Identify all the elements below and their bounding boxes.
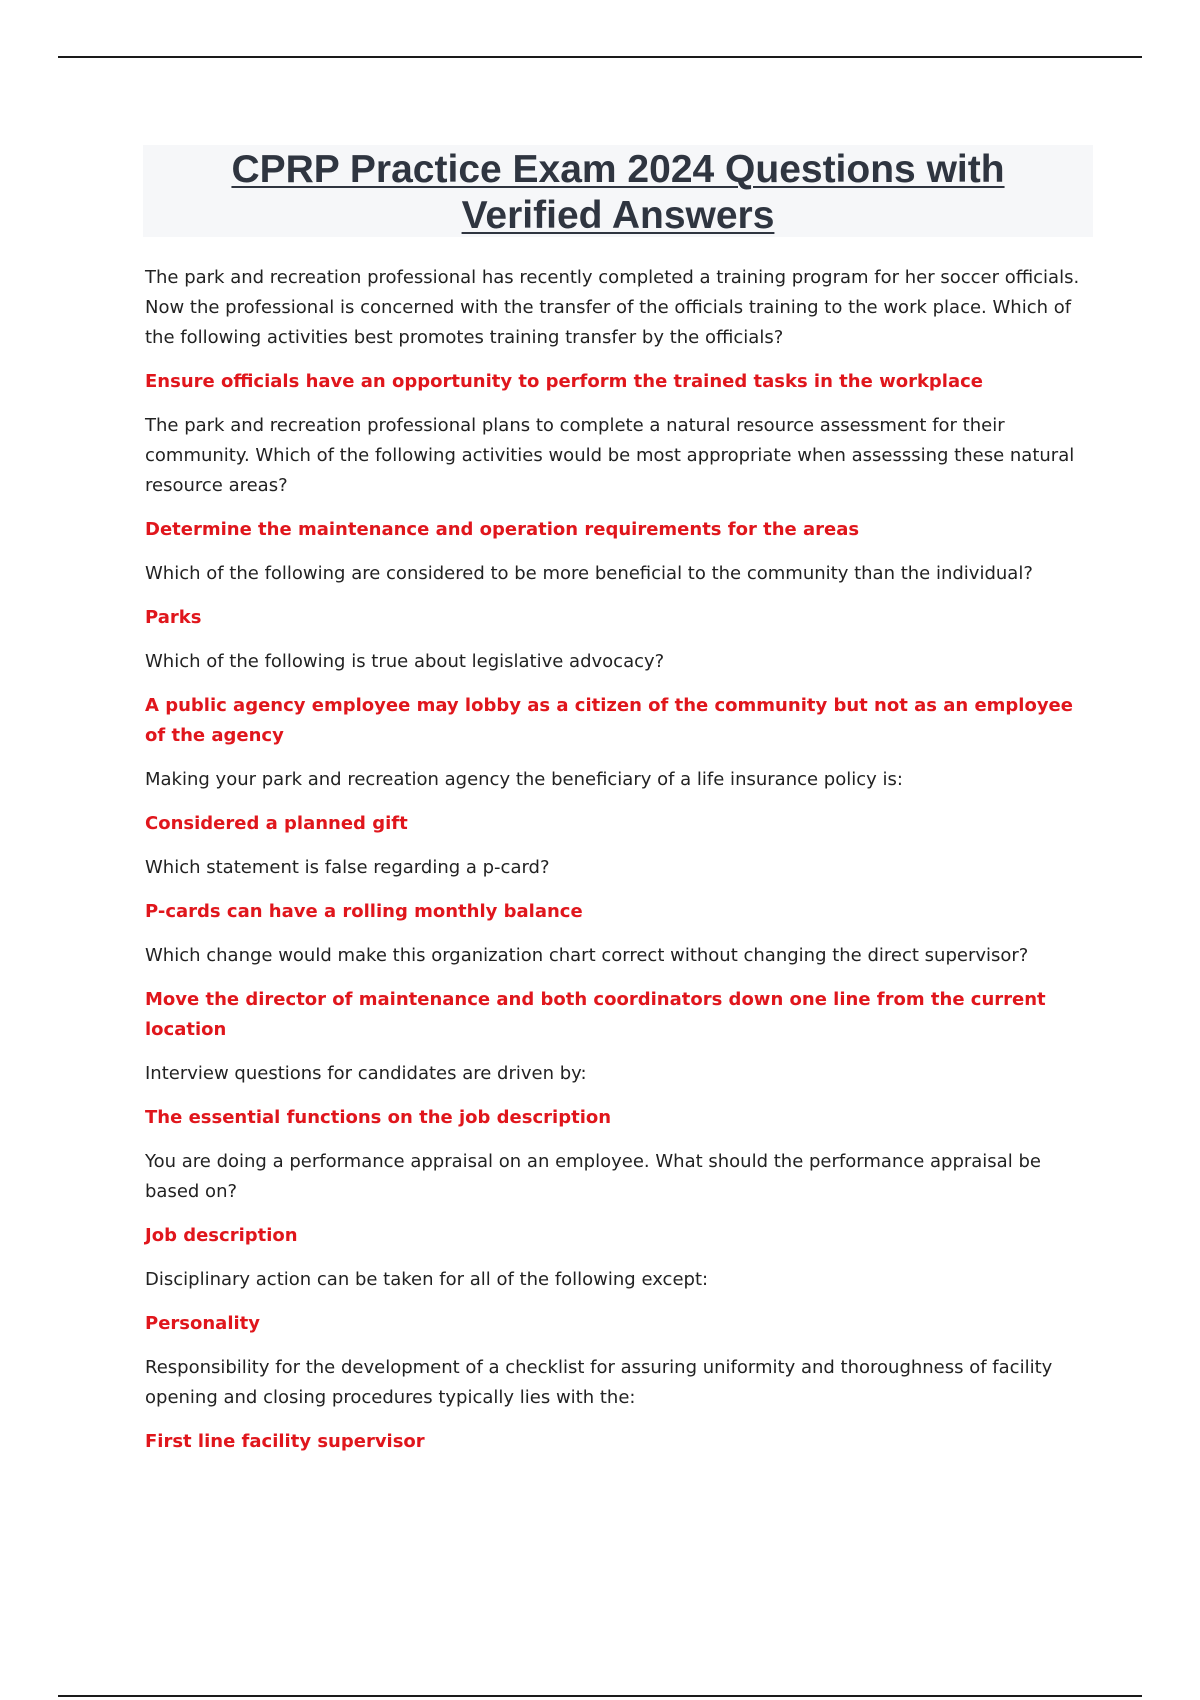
title-line-2: Verified Answers — [461, 194, 775, 237]
title-line-1: CPRP Practice Exam 2024 Questions with — [231, 148, 1005, 191]
question-text: You are doing a performance appraisal on an employee. What should the performance appraisal be based on? — [145, 1151, 1041, 1202]
qa-item — [145, 1265, 1080, 1339]
answer-text: Personality — [145, 1313, 260, 1334]
answer-text: The essential functions on the job description — [145, 1107, 612, 1128]
qa-item — [145, 1147, 1080, 1251]
title-banner — [143, 145, 1093, 237]
qa-item — [145, 1353, 1080, 1457]
question-text: Which change would make this organization chart correct without changing the direct supervisor? — [145, 945, 1029, 966]
question-text: Which of the following are considered to be more beneficial to the community than the individual? — [145, 563, 1033, 584]
qa-item — [145, 411, 1080, 545]
question-text: Which of the following is true about legislative advocacy? — [145, 651, 665, 672]
qa-item — [145, 1059, 1080, 1133]
answer-text: A public agency employee may lobby as a citizen of the community but not as an employee of the agency — [145, 695, 1073, 746]
question-text: The park and recreation professional has recently completed a training program for her soccer officials. Now the professional is concerned with the transfer of the officials training to the work place. Which of the following activities best promotes training transfer by the officials? — [145, 267, 1080, 348]
answer-text: Job description — [145, 1225, 298, 1246]
qa-item — [145, 647, 1080, 751]
answer-text: P-cards can have a rolling monthly balance — [145, 901, 583, 922]
page-title — [143, 145, 1093, 239]
bottom-rule — [58, 1695, 1142, 1697]
answer-text: First line facility supervisor — [145, 1431, 425, 1452]
answer-text: Determine the maintenance and operation requirements for the areas — [145, 519, 860, 540]
qa-item — [145, 263, 1080, 397]
question-text: Which statement is false regarding a p-card? — [145, 857, 550, 878]
question-text: Making your park and recreation agency the beneficiary of a life insurance policy is: — [145, 769, 903, 790]
question-text: Responsibility for the development of a checklist for assuring uniformity and thoroughness of facility opening and closing procedures typically lies with the: — [145, 1357, 1053, 1408]
qa-item — [145, 853, 1080, 927]
answer-text: Ensure officials have an opportunity to perform the trained tasks in the workplace — [145, 371, 984, 392]
answer-text: Considered a planned gift — [145, 813, 408, 834]
question-text: The park and recreation professional plans to complete a natural resource assessment for their community. Which of the following activities would be most appropriate when assesssing these natural resource areas? — [145, 415, 1075, 496]
question-text: Interview questions for candidates are driven by: — [145, 1063, 587, 1084]
qa-item — [145, 941, 1080, 1045]
top-rule — [58, 56, 1142, 58]
qa-list — [145, 263, 1080, 1471]
question-text: Disciplinary action can be taken for all of the following except: — [145, 1269, 709, 1290]
qa-item — [145, 559, 1080, 633]
answer-text: Parks — [145, 607, 202, 628]
answer-text: Move the director of maintenance and both coordinators down one line from the current location — [145, 989, 1046, 1040]
qa-item — [145, 765, 1080, 839]
